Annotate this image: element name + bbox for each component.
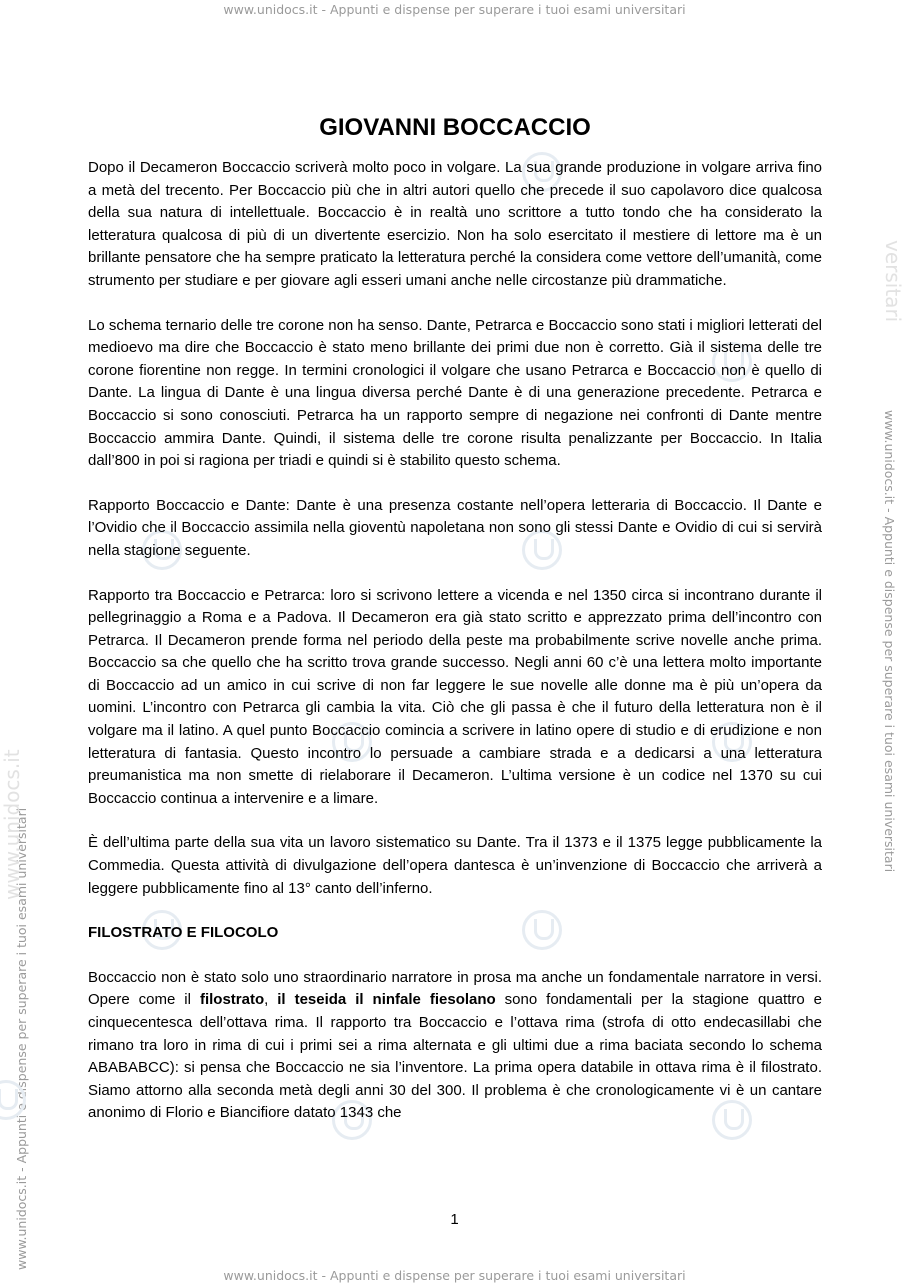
watermark-bottom: www.unidocs.it - Appunti e dispense per superare i tuoi esami universitari (223, 1268, 686, 1283)
document-title: GIOVANNI BOCCACCIO (319, 114, 591, 141)
paragraph: Rapporto tra Boccaccio e Petrarca: loro si scrivono lettere a vicenda e nel 1350 circa si incontrano durante il pellegrinaggio a Roma e a Padova. Il Decameron era già stato scritto e apprezzato prima dell’incontro con Petrarca. Il Decameron prende forma nel periodo della peste ma probabilmente scrive novelle anche prima. Boccaccio sa che quello che ha scritto trova grande successo. Negli anni 60 c’è una lettera molto importante di Boccaccio ad un amico in cui scrive di non far leggere le sue novelle alle donne ma è più un’opera da uomini. L’incontro con Petrarca gli cambia la vita. Ciò che gli passa è che il futuro della letteratura non è il volgare ma il latino. A quel punto Boccaccio comincia a scrivere in latino opere di studio e di erudizione e non letteratura di fantasia. Questo incontro lo persuade a cambiare strada e a dedicarsi a una letteratura preumanistica ma non smette di rielaborare il Decameron. L’ultima versione è un codice nel 1370 su cui Boccaccio continua a intervenire e a limare. (88, 586, 822, 807)
watermark-right-faint: versitari (881, 240, 905, 323)
watermark-left-faint: www.unidocs.it (0, 749, 24, 900)
page-number: 1 (450, 1211, 459, 1228)
watermark-left: www.unidocs.it - Appunti e dispense per superare i tuoi esami universitari (14, 807, 29, 1270)
paragraph: Lo schema ternario delle tre corone non ha senso. Dante, Petrarca e Boccaccio sono stati i migliori letterati del medioevo ma dire che Boccaccio è stato meno brillante dei primi due non è corretto. Già il sistema delle tre corone fiorentine non regge. In termini cronologici il volgare che usano Petrarca e Boccaccio non è quello di Dante. La lingua di Dante è una lingua diversa perché Dante è di una generazione precedente. Petrarca e Boccaccio si sono conosciuti. Petrarca ha un rapporto sempre di negazione nei confronti di Dante mentre Boccaccio ammira Dante. Quindi, il sistema delle tre corone risulta penalizzante per Boccaccio. In Italia dall’800 in poi si ragiona per triadi e quindi si è stabilito questo schema. (88, 316, 822, 470)
watermark-top: www.unidocs.it - Appunti e dispense per superare i tuoi esami universitari (223, 2, 686, 17)
paragraph: Rapporto Boccaccio e Dante: Dante è una presenza costante nell’opera letteraria di Boccaccio. Il Dante e l’Ovidio che il Boccaccio assimila nella gioventù napoletana non sono gli stessi Dante e Ovidio di cui si servirà nella stagione seguente. (88, 496, 822, 559)
work-title: filostrato (199, 991, 265, 1009)
watermark-right: www.unidocs.it - Appunti e dispense per superare i tuoi esami universitari (882, 410, 897, 873)
paragraph (88, 967, 822, 1125)
separator: , (264, 991, 278, 1009)
document-page (88, 112, 822, 1147)
paragraph-text: sono fondamentali per la stagione quattro e cinquecentesca dell’ottava rima. Il rapporto tra Boccaccio e l’ottava rima (strofa di otto endecasillabi che rimano tra loro in rima di cui i primi sei a rima alternata e gli ultimi due a rima baciata secondo lo schema ABABABCC): si pensa che Boccaccio ne sia l’inventore. La prima opera databile in ottava rima è il filostrato. Siamo attorno alla seconda metà degli anni 30 del 300. Il problema è che cronologicamente vi è un cantare anonimo di Florio e Biancifiore datato 1343 che (88, 991, 823, 1122)
paragraph-text: Boccaccio non è stato solo uno straordinario narratore in prosa ma anche un fondamentale narratore in versi. Opere come il (88, 968, 822, 1009)
section-heading: FILOSTRATO E FILOCOLO (88, 924, 279, 942)
paragraph: È dell’ultima parte della sua vita un lavoro sistematico su Dante. Tra il 1373 e il 1375 legge pubblicamente la Commedia. Questa attività di divulgazione dell’opera dantesca è un’invenzione di Boccaccio che arriverà a leggere pubblicamente fino al 13° canto dell’inferno. (88, 834, 822, 897)
paragraph: Dopo il Decameron Boccaccio scriverà molto poco in volgare. La sua grande produzione in volgare arriva fino a metà del trecento. Per Boccaccio più che in altri autori quello che precede il suo capolavoro dice qualcosa della sua natura di intellettuale. Boccaccio è in realtà uno scrittore a tutto tondo che ha considerato la letteratura qualcosa di più di un divertente esercizio. Non ha solo esercitato il mestiere di lettore ma è un brillante pensatore che ha sempre praticato la letteratura perché la considera come vettore dell’umanità, come strumento per studiare e per giovare agli esseri umani anche nelle circostanze più drammatiche. (88, 159, 822, 289)
work-title: il teseida il ninfale fiesolano (277, 991, 496, 1009)
